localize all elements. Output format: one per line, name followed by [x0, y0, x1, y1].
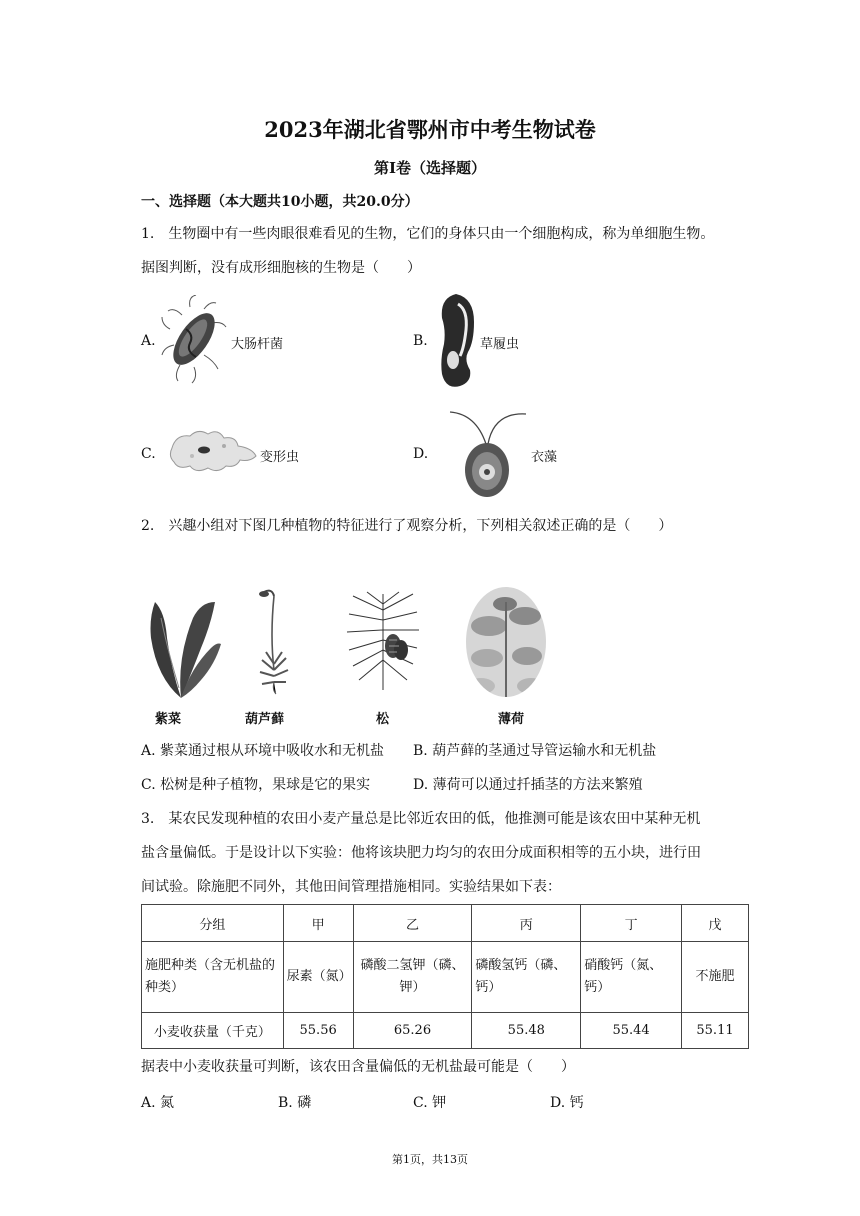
paramecium-image — [436, 290, 482, 390]
mint-image — [465, 586, 547, 698]
q1-option-b-letter: B. — [413, 333, 428, 349]
table-cell: 施肥种类（含无机盐的种类） — [142, 942, 284, 1013]
q2-stem: 2. 兴趣小组对下图几种植物的特征进行了观察分析，下列相关叙述正确的是（ ） — [141, 518, 673, 534]
table-cell: 乙 — [353, 905, 472, 942]
table-cell: 甲 — [283, 905, 353, 942]
table-row — [142, 1013, 749, 1049]
q1-stem-line1: 1. 生物圈中有一些肉眼很难看见的生物，它们的身体只由一个细胞构成，称为单细胞生物。 — [141, 226, 715, 242]
table-cell: 不施肥 — [682, 942, 749, 1013]
table-cell: 磷酸氢钙（磷、钙） — [472, 942, 581, 1013]
q1-stem-line2: 据图判断，没有成形细胞核的生物是（ ） — [141, 260, 421, 276]
table-row — [142, 942, 749, 1013]
table-header-row — [142, 905, 749, 942]
table-cell: 戊 — [682, 905, 749, 942]
table-cell: 尿素（氮） — [283, 942, 353, 1013]
table-cell: 55.48 — [472, 1013, 581, 1049]
q3-stem-line2: 盐含量偏低。于是设计以下实验：他将该块肥力均匀的农田分成面积相等的五小块，进行田 — [141, 845, 701, 861]
laver-image — [141, 598, 223, 700]
plant-label-laver: 紫菜 — [155, 712, 182, 727]
q3-option-b: B. 磷 — [278, 1095, 312, 1111]
moss-image — [250, 586, 296, 696]
ecoli-image — [160, 295, 232, 385]
q3-option-d: D. 钙 — [550, 1095, 584, 1111]
table-cell: 55.11 — [682, 1013, 749, 1049]
q1-option-c-letter: C. — [141, 446, 156, 462]
q1-option-b-label: 草履虫 — [480, 337, 520, 352]
exam-title: 2023年湖北省鄂州市中考生物试卷 — [264, 117, 596, 142]
chlamydomonas-image — [440, 404, 530, 500]
table-cell: 65.26 — [353, 1013, 472, 1049]
table-cell: 55.44 — [581, 1013, 682, 1049]
q2-option-b: B. 葫芦藓的茎通过导管运输水和无机盐 — [413, 743, 657, 759]
table-cell: 55.56 — [283, 1013, 353, 1049]
experiment-table — [141, 904, 749, 1049]
q2-option-c: C. 松树是种子植物，果球是它的果实 — [141, 777, 371, 793]
part-title: 第I卷（选择题） — [373, 159, 487, 177]
table-cell: 丁 — [581, 905, 682, 942]
plant-label-pine: 松 — [376, 712, 390, 727]
q2-option-d: D. 薄荷可以通过扦插茎的方法来繁殖 — [413, 777, 643, 793]
q1-option-c-label: 变形虫 — [260, 450, 300, 465]
q3-stem-line1: 3. 某农民发现种植的农田小麦产量总是比邻近农田的低，他推测可能是该农田中某种无机 — [141, 811, 701, 827]
page-footer: 第1页，共13页 — [392, 1153, 468, 1166]
table-cell: 硝酸钙（氮、钙） — [581, 942, 682, 1013]
q3-stem-line3: 间试验。除施肥不同外，其他田间管理措施相同。实验结果如下表： — [141, 879, 561, 895]
q3-question: 据表中小麦收获量可判断，该农田含量偏低的无机盐最可能是（ ） — [141, 1059, 575, 1075]
plant-label-mint: 薄荷 — [498, 712, 525, 727]
q1-option-d-letter: D. — [413, 446, 429, 462]
plant-label-moss: 葫芦藓 — [245, 712, 285, 727]
section-heading: 一、选择题（本大题共10小题，共20.0分） — [141, 194, 419, 210]
q3-option-c: C. 钾 — [413, 1095, 447, 1111]
q1-option-d-label: 衣藻 — [531, 450, 558, 465]
q3-option-a: A. 氮 — [141, 1095, 175, 1111]
q1-option-a-label: 大肠杆菌 — [231, 337, 284, 352]
table-cell: 丙 — [472, 905, 581, 942]
table-cell: 分组 — [142, 905, 284, 942]
table-cell: 小麦收获量（千克） — [142, 1013, 284, 1049]
table-cell: 磷酸二氢钾（磷、钾） — [353, 942, 472, 1013]
amoeba-image — [164, 428, 260, 474]
q2-option-a: A. 紫菜通过根从环境中吸收水和无机盐 — [141, 743, 385, 759]
pine-image — [345, 590, 425, 692]
q1-option-a-letter: A. — [141, 333, 156, 349]
